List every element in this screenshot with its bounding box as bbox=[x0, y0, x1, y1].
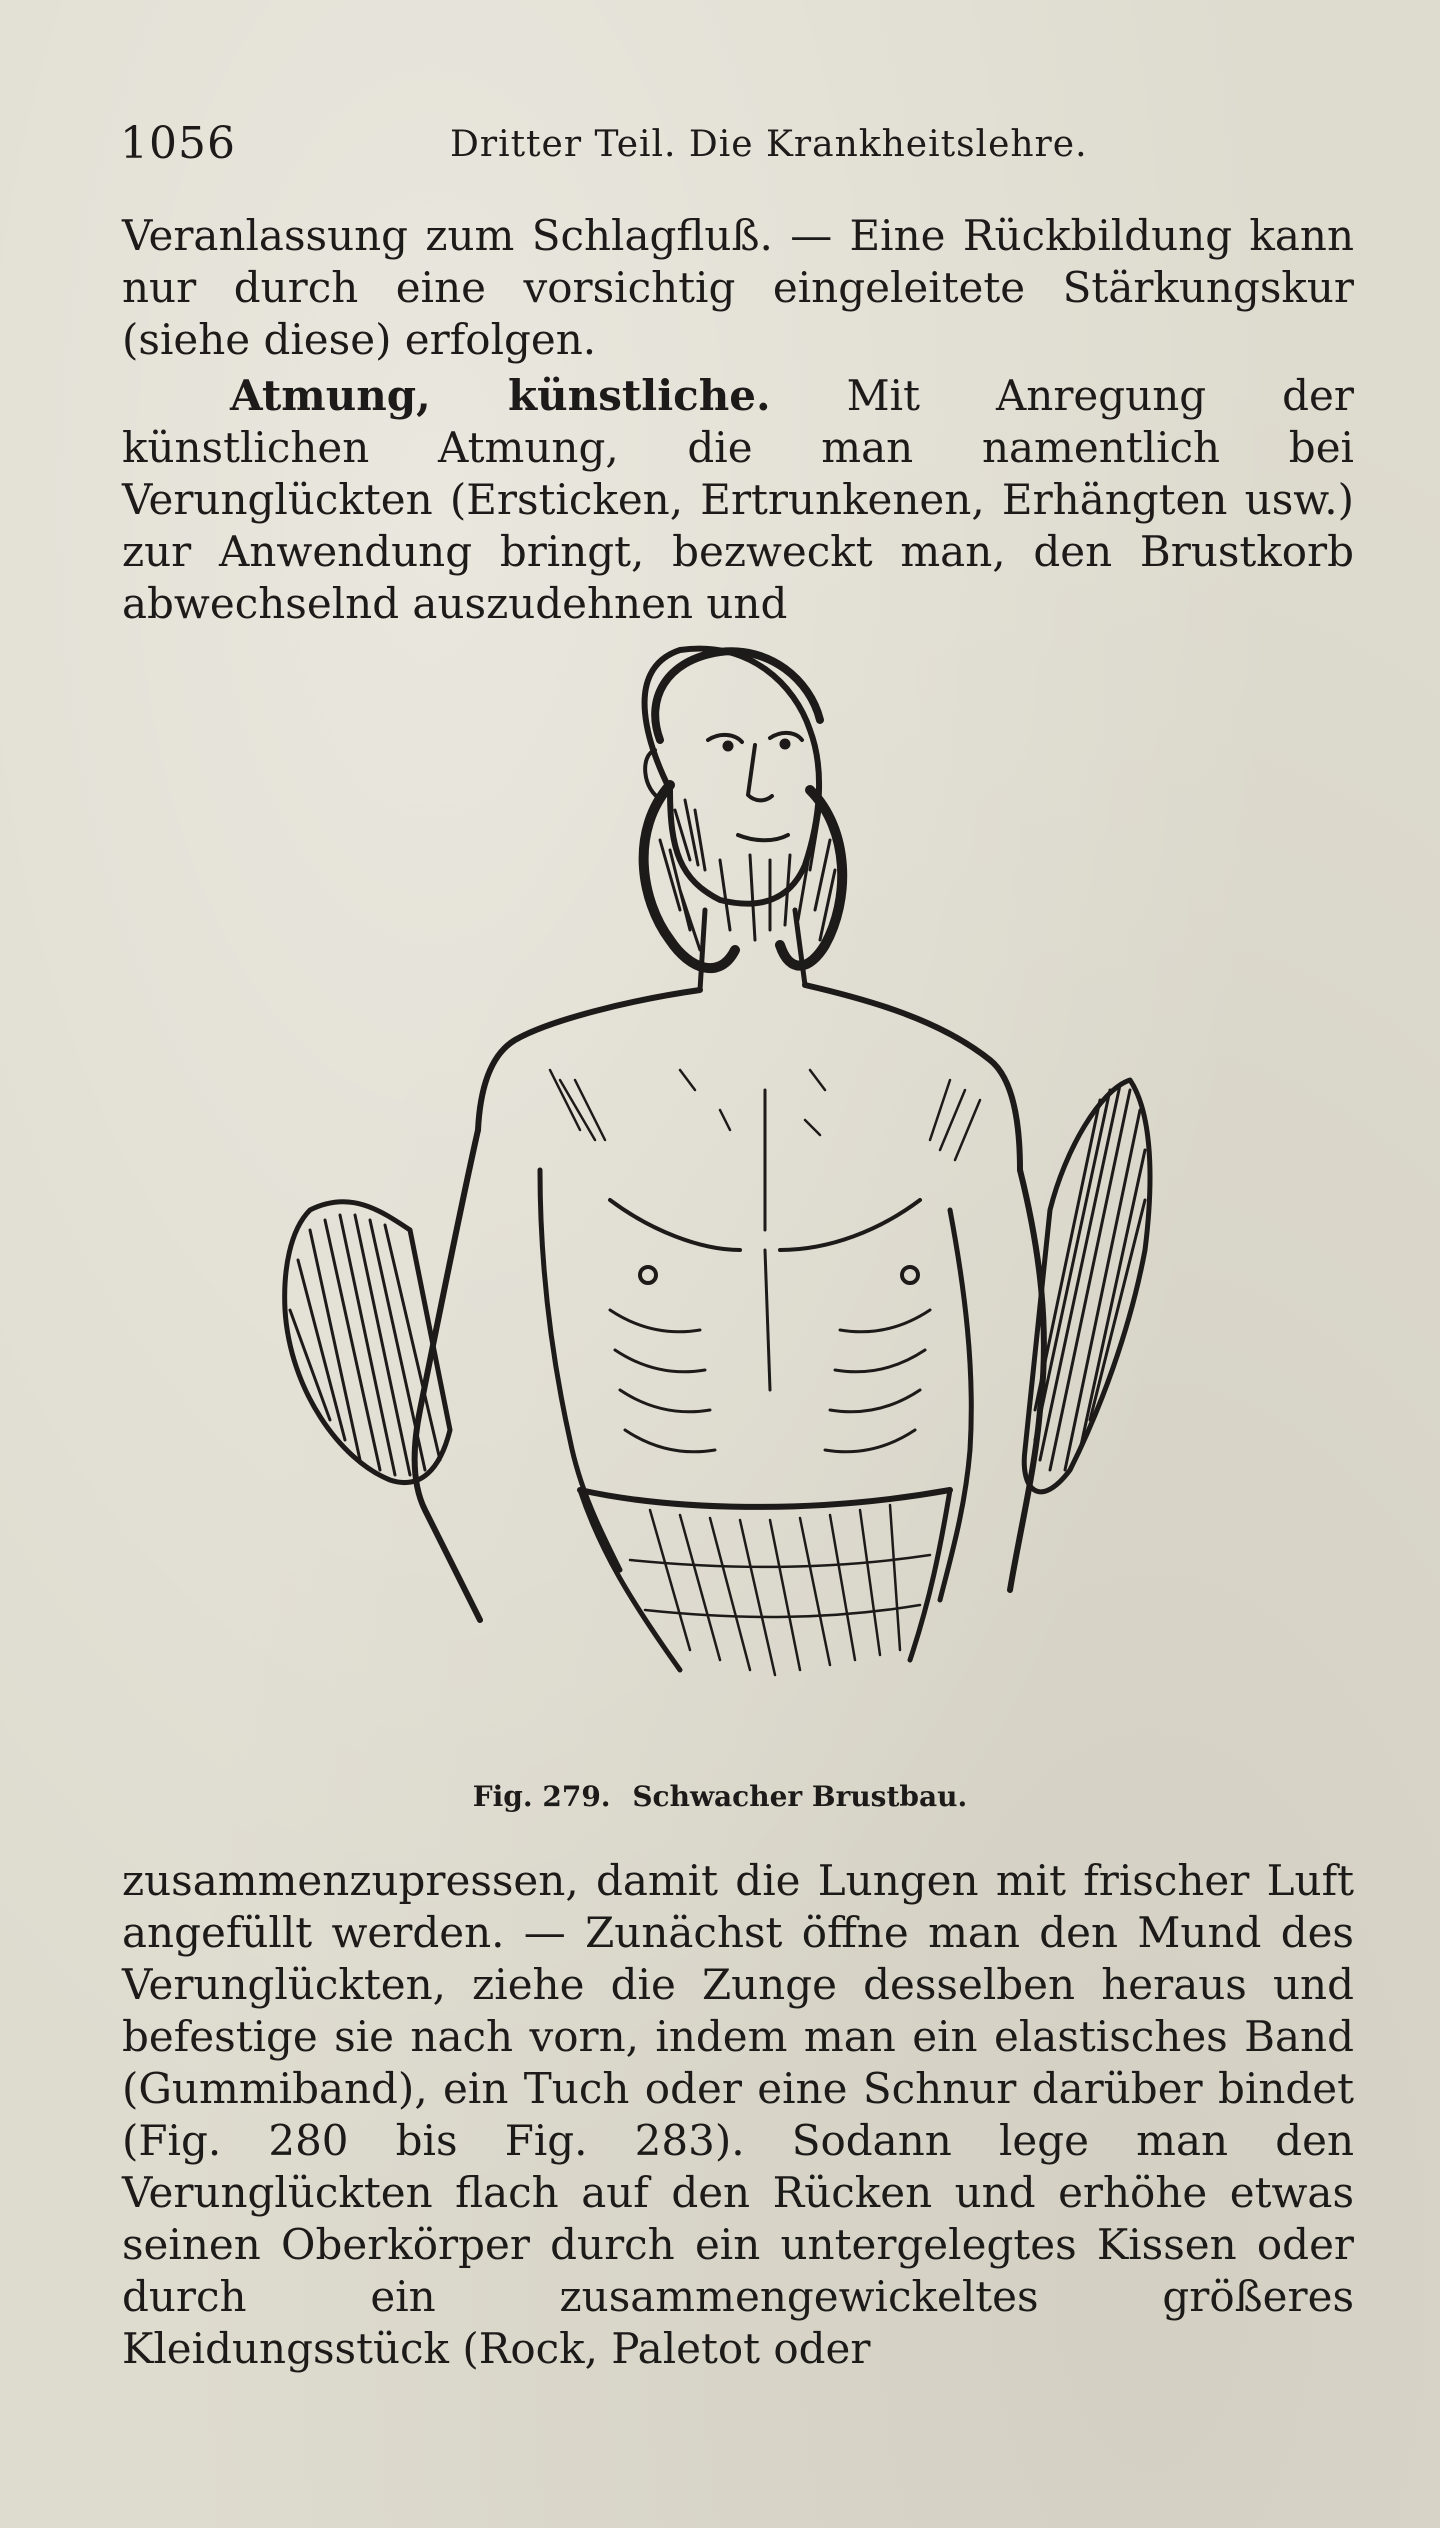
entry-body: Mit Anregung der künstlichen Atmung, die man namentlich bei Verunglückten (Ersticken, Ertrunkenen, Erhängten usw.) zur Anwendung bringt, bezweckt man, den Brustkorb abwechselnd auszudehnen und bbox=[122, 371, 1354, 628]
figure-label: Fig. 279. bbox=[472, 1780, 611, 1813]
figure-title: Schwacher Brustbau. bbox=[632, 1780, 968, 1813]
paragraph-continued: zusammenzupressen, damit die Lungen mit frischer Luft angefüllt werden. — Zunächst öffne man den Mund des Verunglückten, ziehe die Zunge desselben heraus und befestige sie nach vorn, indem man ein elastisches Band (Gummiband), ein Tuch oder eine Schnur darüber bindet (Fig. 280 bis Fig. 283). Sodann lege man den Verunglückten flach auf den Rücken und erhöhe etwas seinen Oberkörper durch ein untergelegtes Kissen oder durch ein zusammengewickeltes größeres Kleidungsstück (Rock, Paletot oder bbox=[122, 1856, 1354, 2373]
engraving-illustration bbox=[250, 610, 1210, 1770]
entry-heading: Atmung, künstliche. bbox=[230, 371, 771, 420]
man-torso-engraving bbox=[250, 610, 1210, 1770]
paragraph-continuation: Veranlassung zum Schlagfluß. — Eine Rückbildung kann nur durch eine vorsichtig eingeleitete Stärkungskur (siehe diese) erfolgen. bbox=[122, 211, 1354, 364]
page-header bbox=[120, 118, 1360, 178]
running-title: Dritter Teil. Die Krankheitslehre. bbox=[450, 124, 1088, 165]
page-number: 1056 bbox=[120, 118, 236, 169]
top-text-block bbox=[122, 210, 1354, 630]
bottom-text-block bbox=[122, 1855, 1354, 2375]
paragraph-atmung bbox=[122, 370, 1354, 630]
figure-caption bbox=[0, 1780, 1440, 1813]
